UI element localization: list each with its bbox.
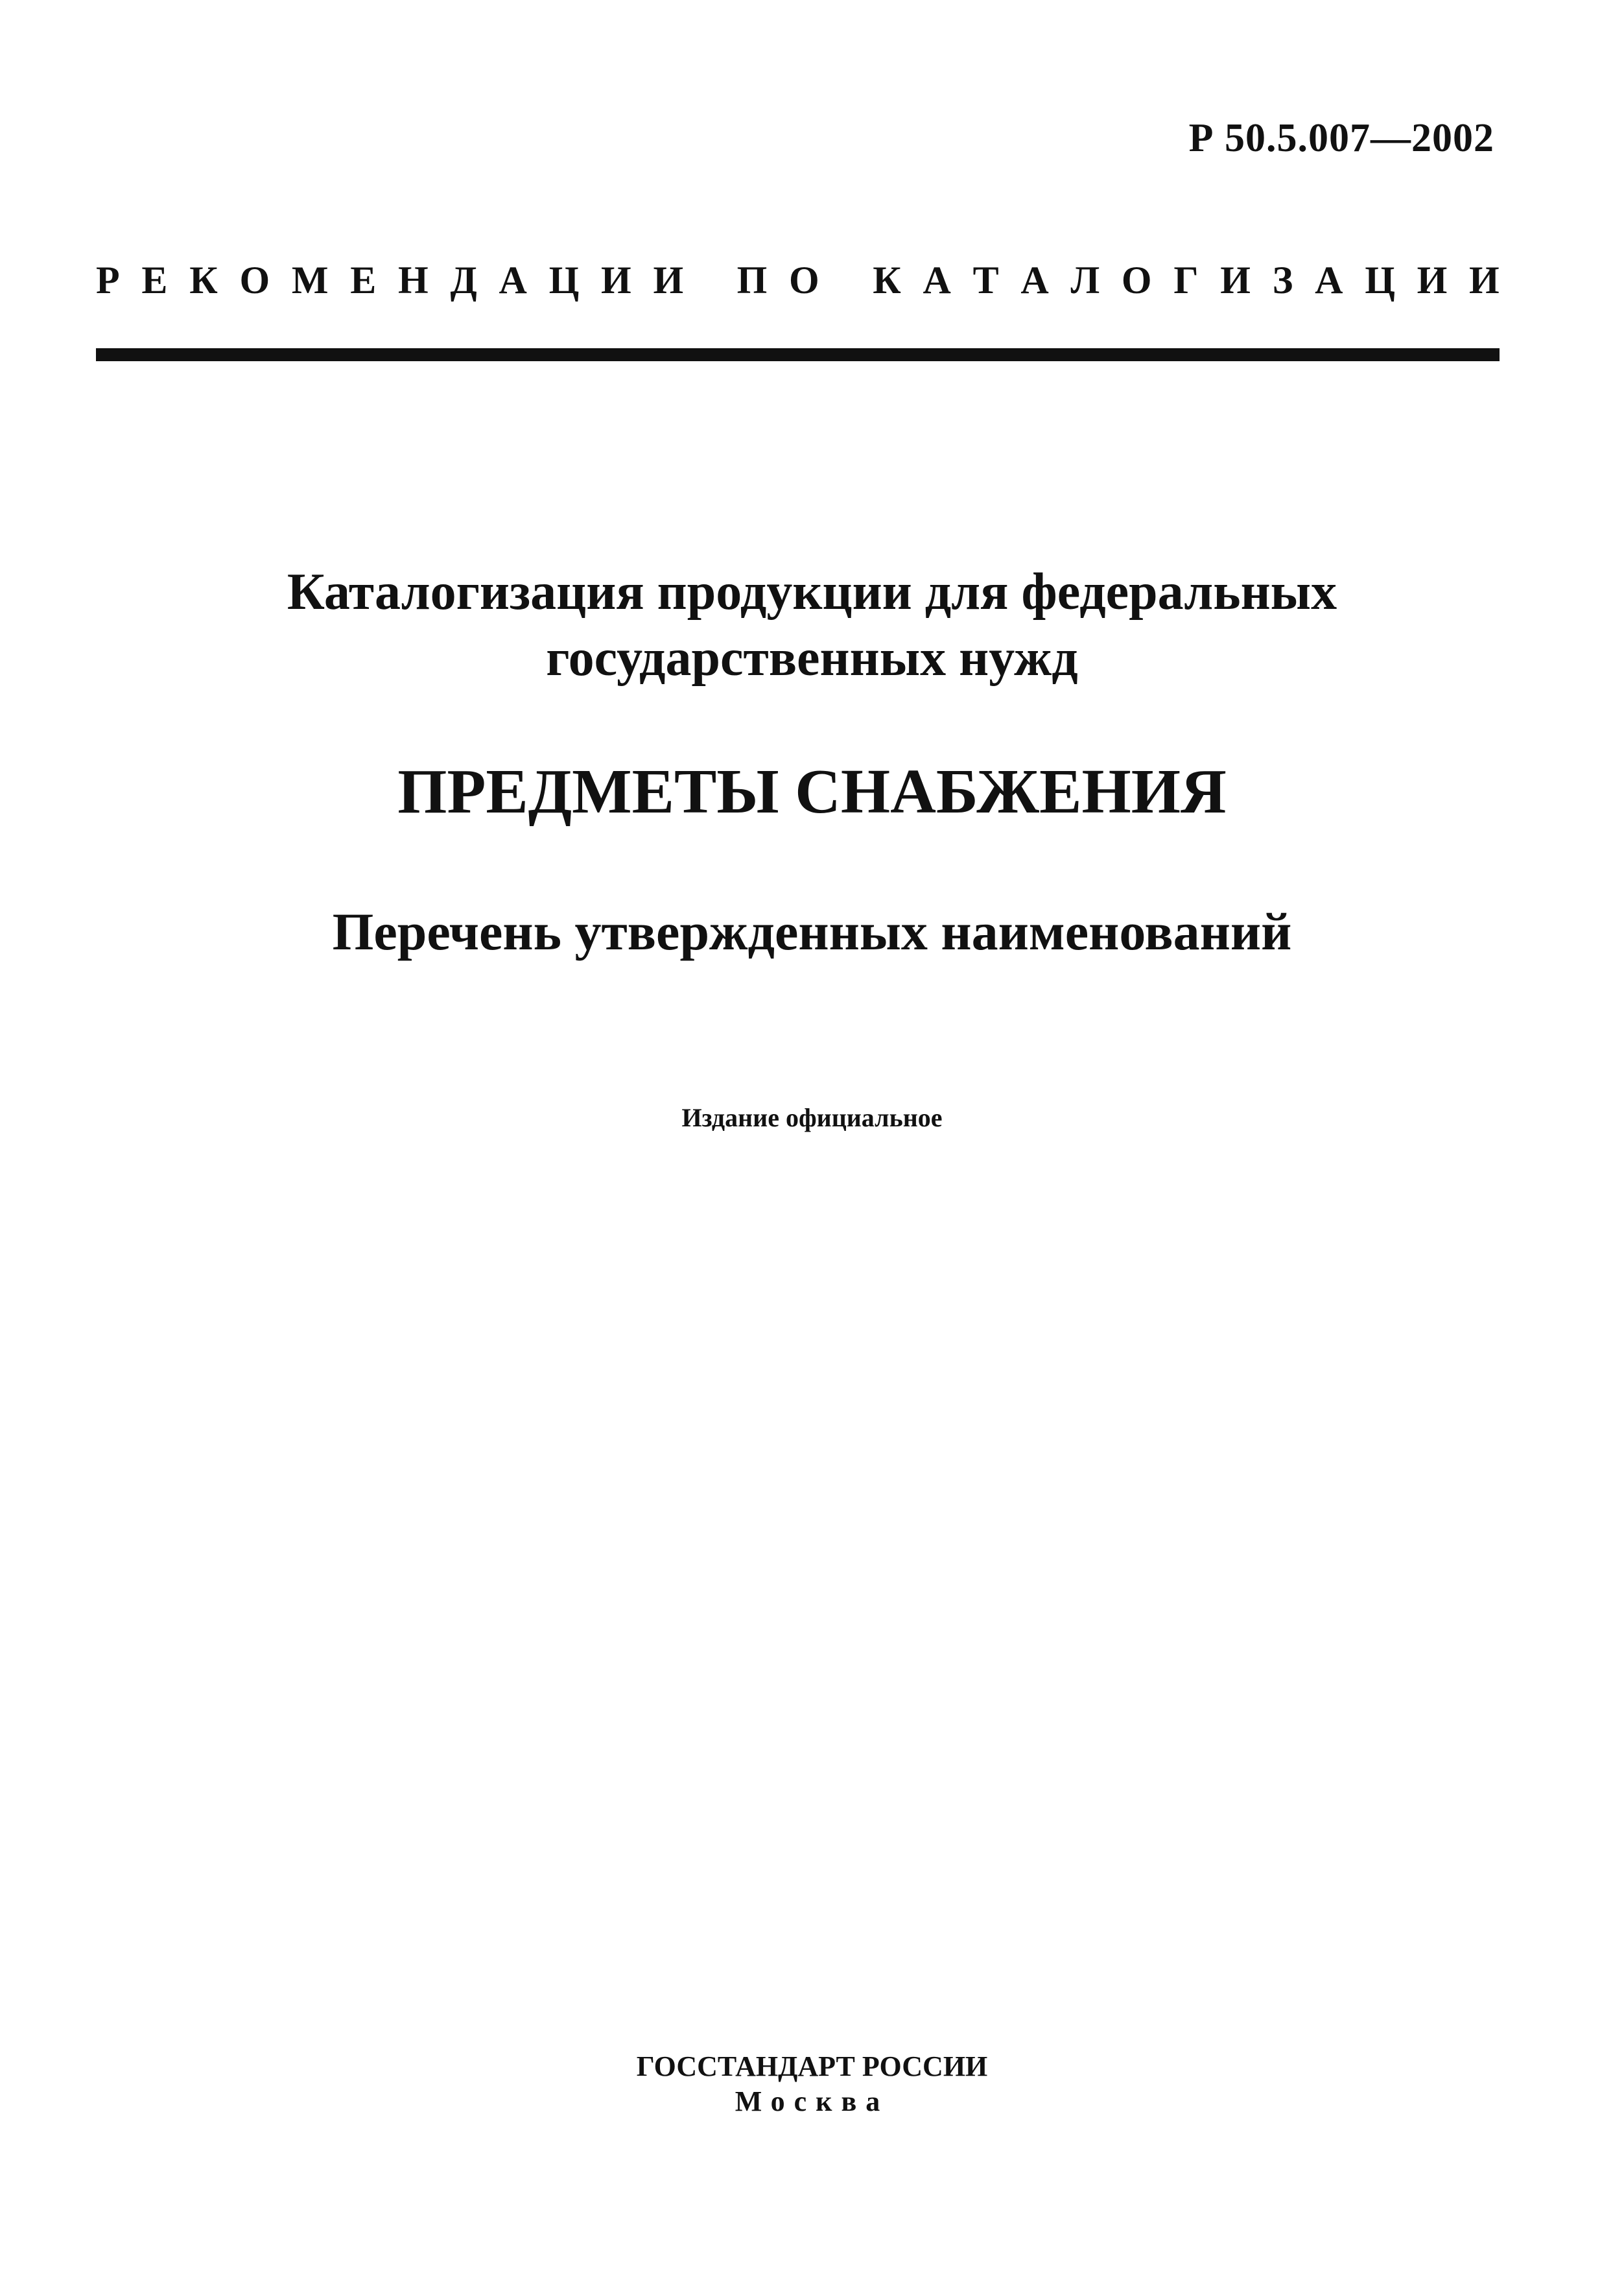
document-title — [0, 559, 1624, 691]
edition-note: Издание официальное — [681, 1103, 943, 1132]
header-rule — [96, 348, 1500, 361]
series-heading: Р Е К О М Е Н Д А Ц И И П О К А Т А Л О Г И З А Ц И И — [96, 259, 1500, 302]
document-main-title: ПРЕДМЕТЫ СНАБЖЕНИЯ — [397, 757, 1227, 827]
publisher-block — [0, 2049, 1624, 2119]
document-designation: Р 50.5.007—2002 — [1188, 116, 1494, 160]
title-line-2: государственных нужд — [546, 630, 1078, 687]
title-line-1: Каталогизация продукции для федеральных — [287, 564, 1337, 621]
publisher-org: ГОССТАНДАРТ РОССИИ — [636, 2050, 988, 2082]
publisher-city: Москва — [735, 2085, 889, 2117]
document-subtitle: Перечень утвержденных наименований — [332, 902, 1292, 961]
